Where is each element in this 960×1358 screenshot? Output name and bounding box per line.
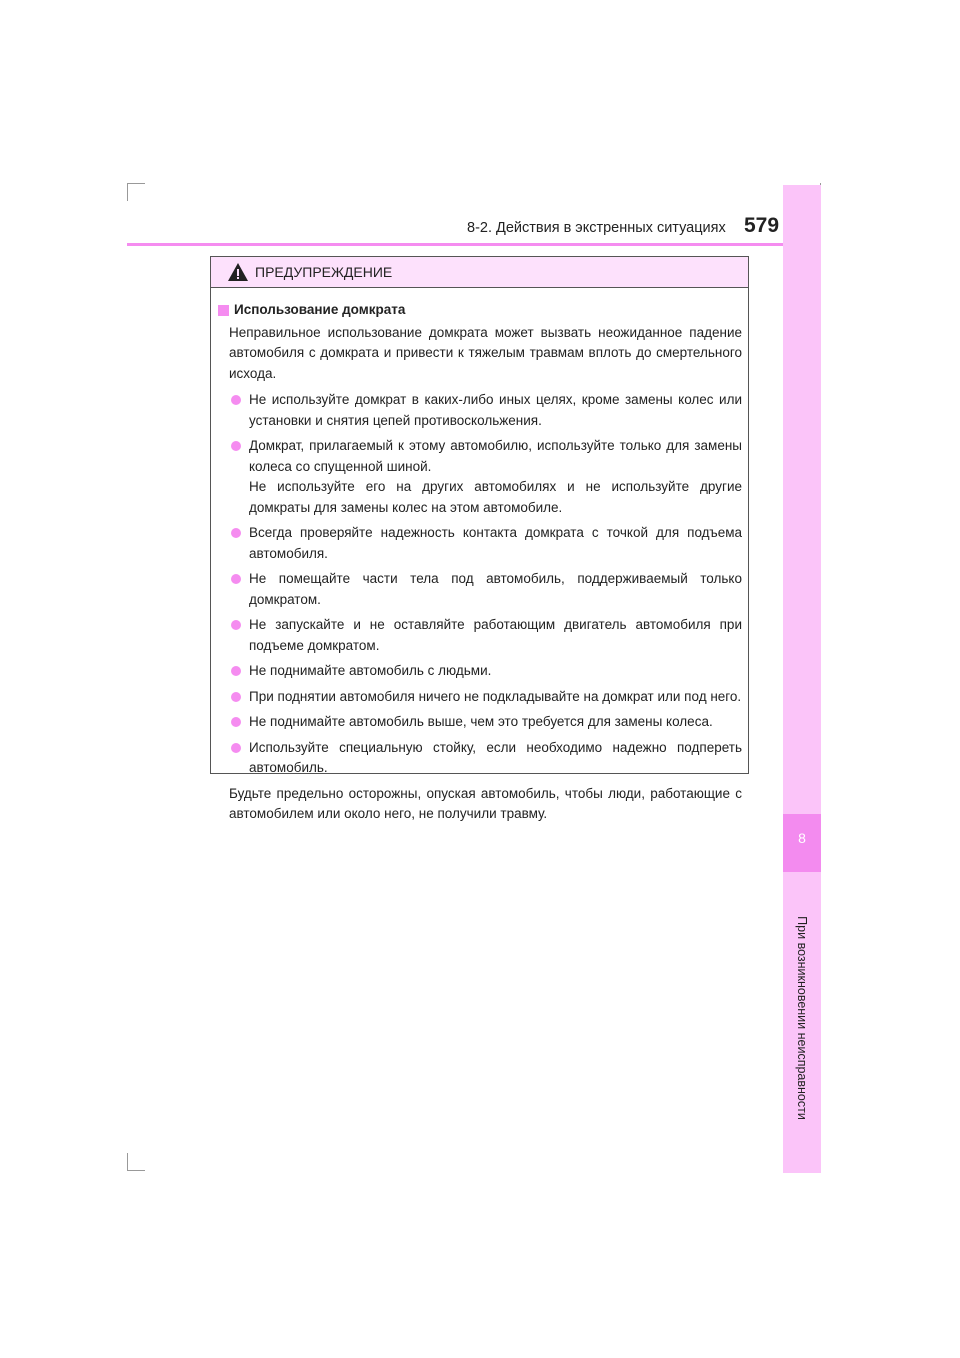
bullet-dot-icon [231,574,241,584]
list-item-text: Всегда проверяйте надежность контакта домкрата с точкой для подъема автомобиля. [249,525,742,561]
bullet-dot-icon [231,395,241,405]
list-item [229,687,742,708]
warning-header [211,257,748,288]
list-item-text: Не используйте домкрат в каких-либо иных целях, кроме замены колес или установки и снятия цепей противоскольжения. [249,392,742,428]
list-item-text: Не помещайте части тела под автомобиль, поддерживаемый только домкратом. [249,571,742,607]
bullet-dot-icon [231,441,241,451]
subheading [218,300,742,321]
list-item [229,436,742,518]
closing-paragraph: Будьте предельно осторожны, опуская автомобиль, чтобы люди, работающие с автомобилем или около него, не получили травму. [229,785,742,821]
list-item-text: Используйте специальную стойку, если необходимо надежно подпереть автомобиль. [249,739,742,775]
intro-paragraph: Неправильное использование домкрата может вызвать неожиданное падение автомобиля с домкрата и привести к тяжелым травмам вплоть до смертельного исхода. [229,324,742,381]
header-rule [127,243,821,246]
chapter-title: При возникновении неисправности [795,916,809,1120]
crop-mark-top-left-vertical [127,183,128,201]
subheading-text: Использование домкрата [234,302,406,317]
bullet-dot-icon [231,692,241,702]
list-item [229,615,742,656]
bullet-dot-icon [231,717,241,727]
crop-mark-bottom-left-horizontal [127,1170,145,1171]
bullet-dot-icon [231,666,241,676]
warning-body [211,288,748,825]
square-bullet-icon [218,305,229,316]
chapter-number: 8 [798,830,806,846]
list-item-text: При поднятии автомобиля ничего не подкладывайте на домкрат или под него. [249,688,742,704]
section-title: 8-2. Действия в экстренных ситуациях [467,220,726,236]
crop-mark-bottom-left-vertical [127,1153,128,1171]
warning-box [210,256,749,821]
list-item-text: Не поднимайте автомобиль выше, чем это требуется для замены колеса. [249,714,713,729]
list-item-text: Не используйте его на других автомобилях и не используйте другие домкраты для замены колес на этом автомобиле. [249,479,742,515]
list-item-text: Не запускайте и не оставляйте работающим двигатель автомобиля при подъеме домкратом. [249,617,742,653]
list-item [229,390,742,431]
bullet-dot-icon [231,528,241,538]
list-item-text: Домкрат, прилагаемый к этому автомобилю, используйте только для замены колеса со спущенной шиной. [249,438,742,474]
list-item [229,712,742,733]
page-number: 579 [744,214,780,237]
list-item [229,569,742,610]
warning-triangle-icon [227,262,249,282]
crop-mark-top-left-horizontal [127,183,145,184]
list-item [229,523,742,564]
bullet-dot-icon [231,620,241,630]
list-item-text: Не поднимайте автомобиль с людьми. [249,663,492,678]
list-item [229,738,742,779]
warning-title: ПРЕДУПРЕЖДЕНИЕ [255,264,393,280]
list-item [229,661,742,682]
bullet-dot-icon [231,743,241,753]
